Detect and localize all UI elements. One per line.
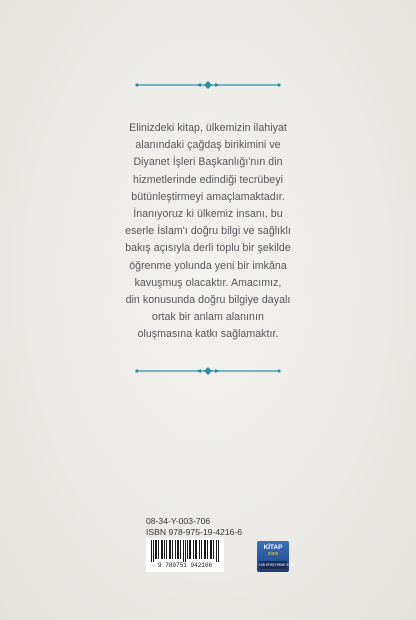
description-line: oluşmasına katkı sağlamaktır. <box>137 328 279 341</box>
description-line: din konusunda doğru bilgiye dayalı <box>125 294 291 307</box>
description-line: hizmetlerinde edindiği tecrübeyi <box>133 173 283 186</box>
badge-title: KİTAP <box>263 544 283 551</box>
description-line: İnanıyoruz ki ülkemiz insanı, bu <box>133 208 283 221</box>
catalog-number: 08-34-Y-003-706 <box>146 516 211 526</box>
description-line: kavuşmuş olacaktır. Amacımız, <box>134 276 282 289</box>
bottom-divider-ornament <box>135 366 281 376</box>
isbn-barcode <box>146 538 224 572</box>
description-line: bakış açısıyla derli toplu bir şekilde <box>125 242 291 255</box>
description-line: Elinizdeki kitap, ülkemizin ilahiyat <box>129 122 287 134</box>
description-line: öğrenme yolunda yeni bir imkâna <box>129 259 287 272</box>
publisher-badge <box>257 541 295 572</box>
description-line: Diyanet İşleri Başkanlığı'nın din <box>133 156 283 169</box>
barcode-digits: 9 789751 942166 <box>157 562 213 569</box>
barcode-bars-icon <box>148 540 222 562</box>
description-line: bütünleştirmeyi amaçlamaktadır. <box>131 190 285 203</box>
description-line: eserle İslam'ı doğru bilgi ve sağlıklı <box>125 225 291 238</box>
badge-strip: DİB ERİŞTİRME KİTA <box>259 563 295 567</box>
publication-codes <box>146 516 242 537</box>
description-paragraph <box>108 120 308 344</box>
description-line: alanındaki çağdaş birikimini ve <box>135 139 281 152</box>
badge-subtitle: 2000 <box>267 552 279 557</box>
top-divider-ornament <box>135 80 281 90</box>
description-line: ortak bir anlam alanının <box>152 311 264 324</box>
isbn-number: ISBN 978-975-19-4216-6 <box>146 526 243 537</box>
